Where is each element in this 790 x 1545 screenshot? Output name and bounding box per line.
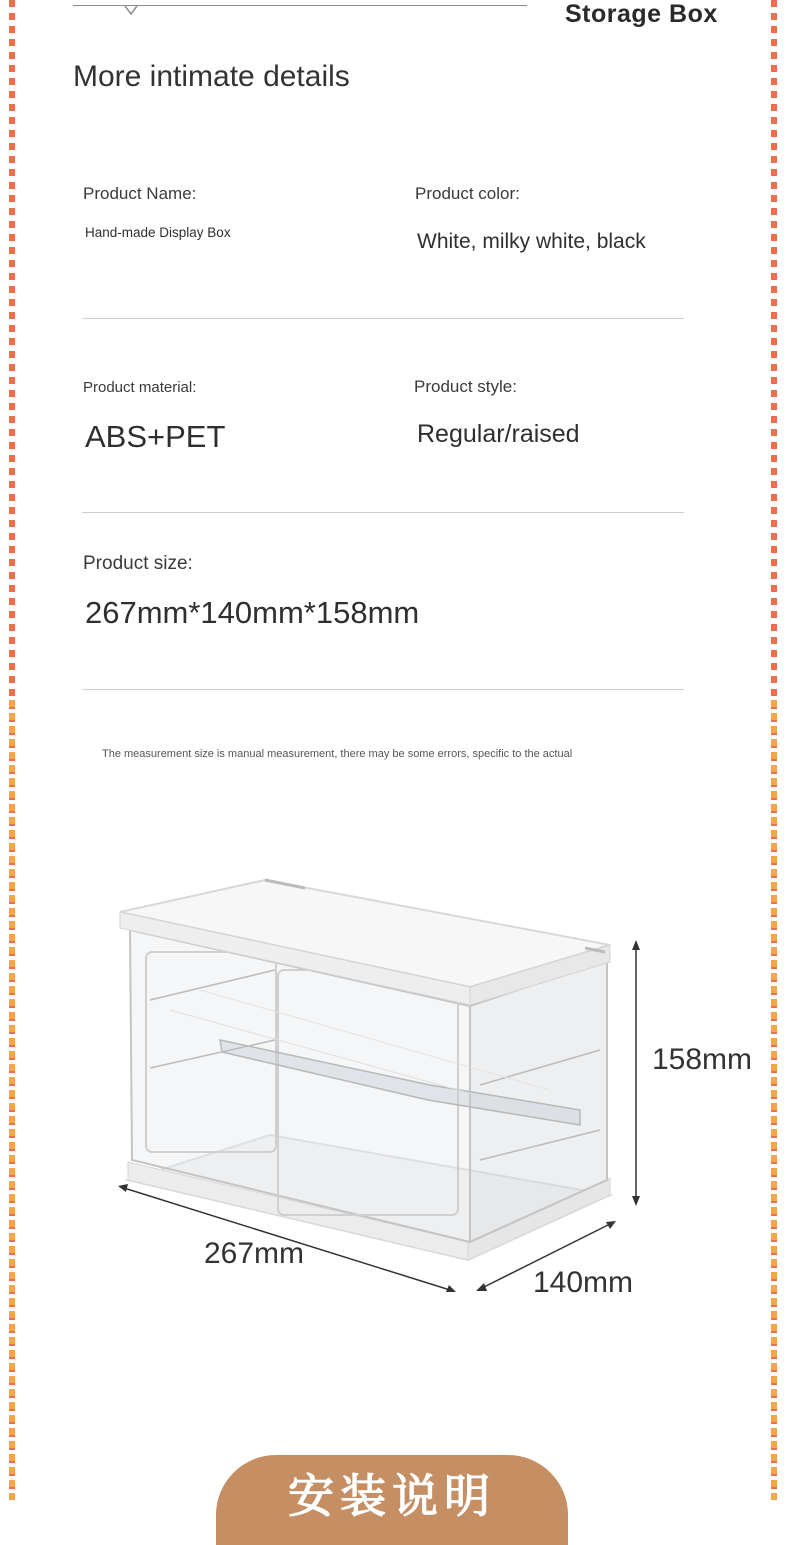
width-dimension-label: 267mm — [204, 1237, 305, 1270]
product-color-value: White, milky white, black — [417, 230, 646, 253]
brand-title: Storage Box — [565, 0, 718, 28]
product-color-label: Product color: — [415, 184, 520, 203]
product-name-label: Product Name: — [83, 184, 197, 203]
product-name-value: Hand-made Display Box — [85, 225, 231, 240]
top-divider — [73, 5, 527, 6]
installation-instructions-banner: 安装说明 — [216, 1455, 568, 1545]
product-size-label: Product size: — [83, 553, 193, 574]
product-style-value: Regular/raised — [417, 420, 580, 448]
left-dashed-border — [9, 0, 15, 1500]
divider — [82, 689, 684, 690]
right-dashed-border — [771, 0, 777, 1500]
dimension-lines — [110, 940, 670, 1300]
product-style-label: Product style: — [414, 377, 517, 396]
product-size-value: 267mm*140mm*158mm — [85, 595, 420, 630]
product-material-label: Product material: — [83, 379, 197, 396]
notch-chevron-icon — [124, 5, 138, 17]
divider — [82, 512, 684, 513]
depth-dimension-label: 140mm — [533, 1266, 634, 1299]
section-title: More intimate details — [73, 60, 350, 93]
divider — [82, 318, 684, 319]
measurement-note: The measurement size is manual measurement, there may be some errors, specific to the actual — [102, 748, 573, 760]
height-dimension-label: 158mm — [652, 1043, 753, 1076]
product-material-value: ABS+PET — [85, 419, 226, 454]
